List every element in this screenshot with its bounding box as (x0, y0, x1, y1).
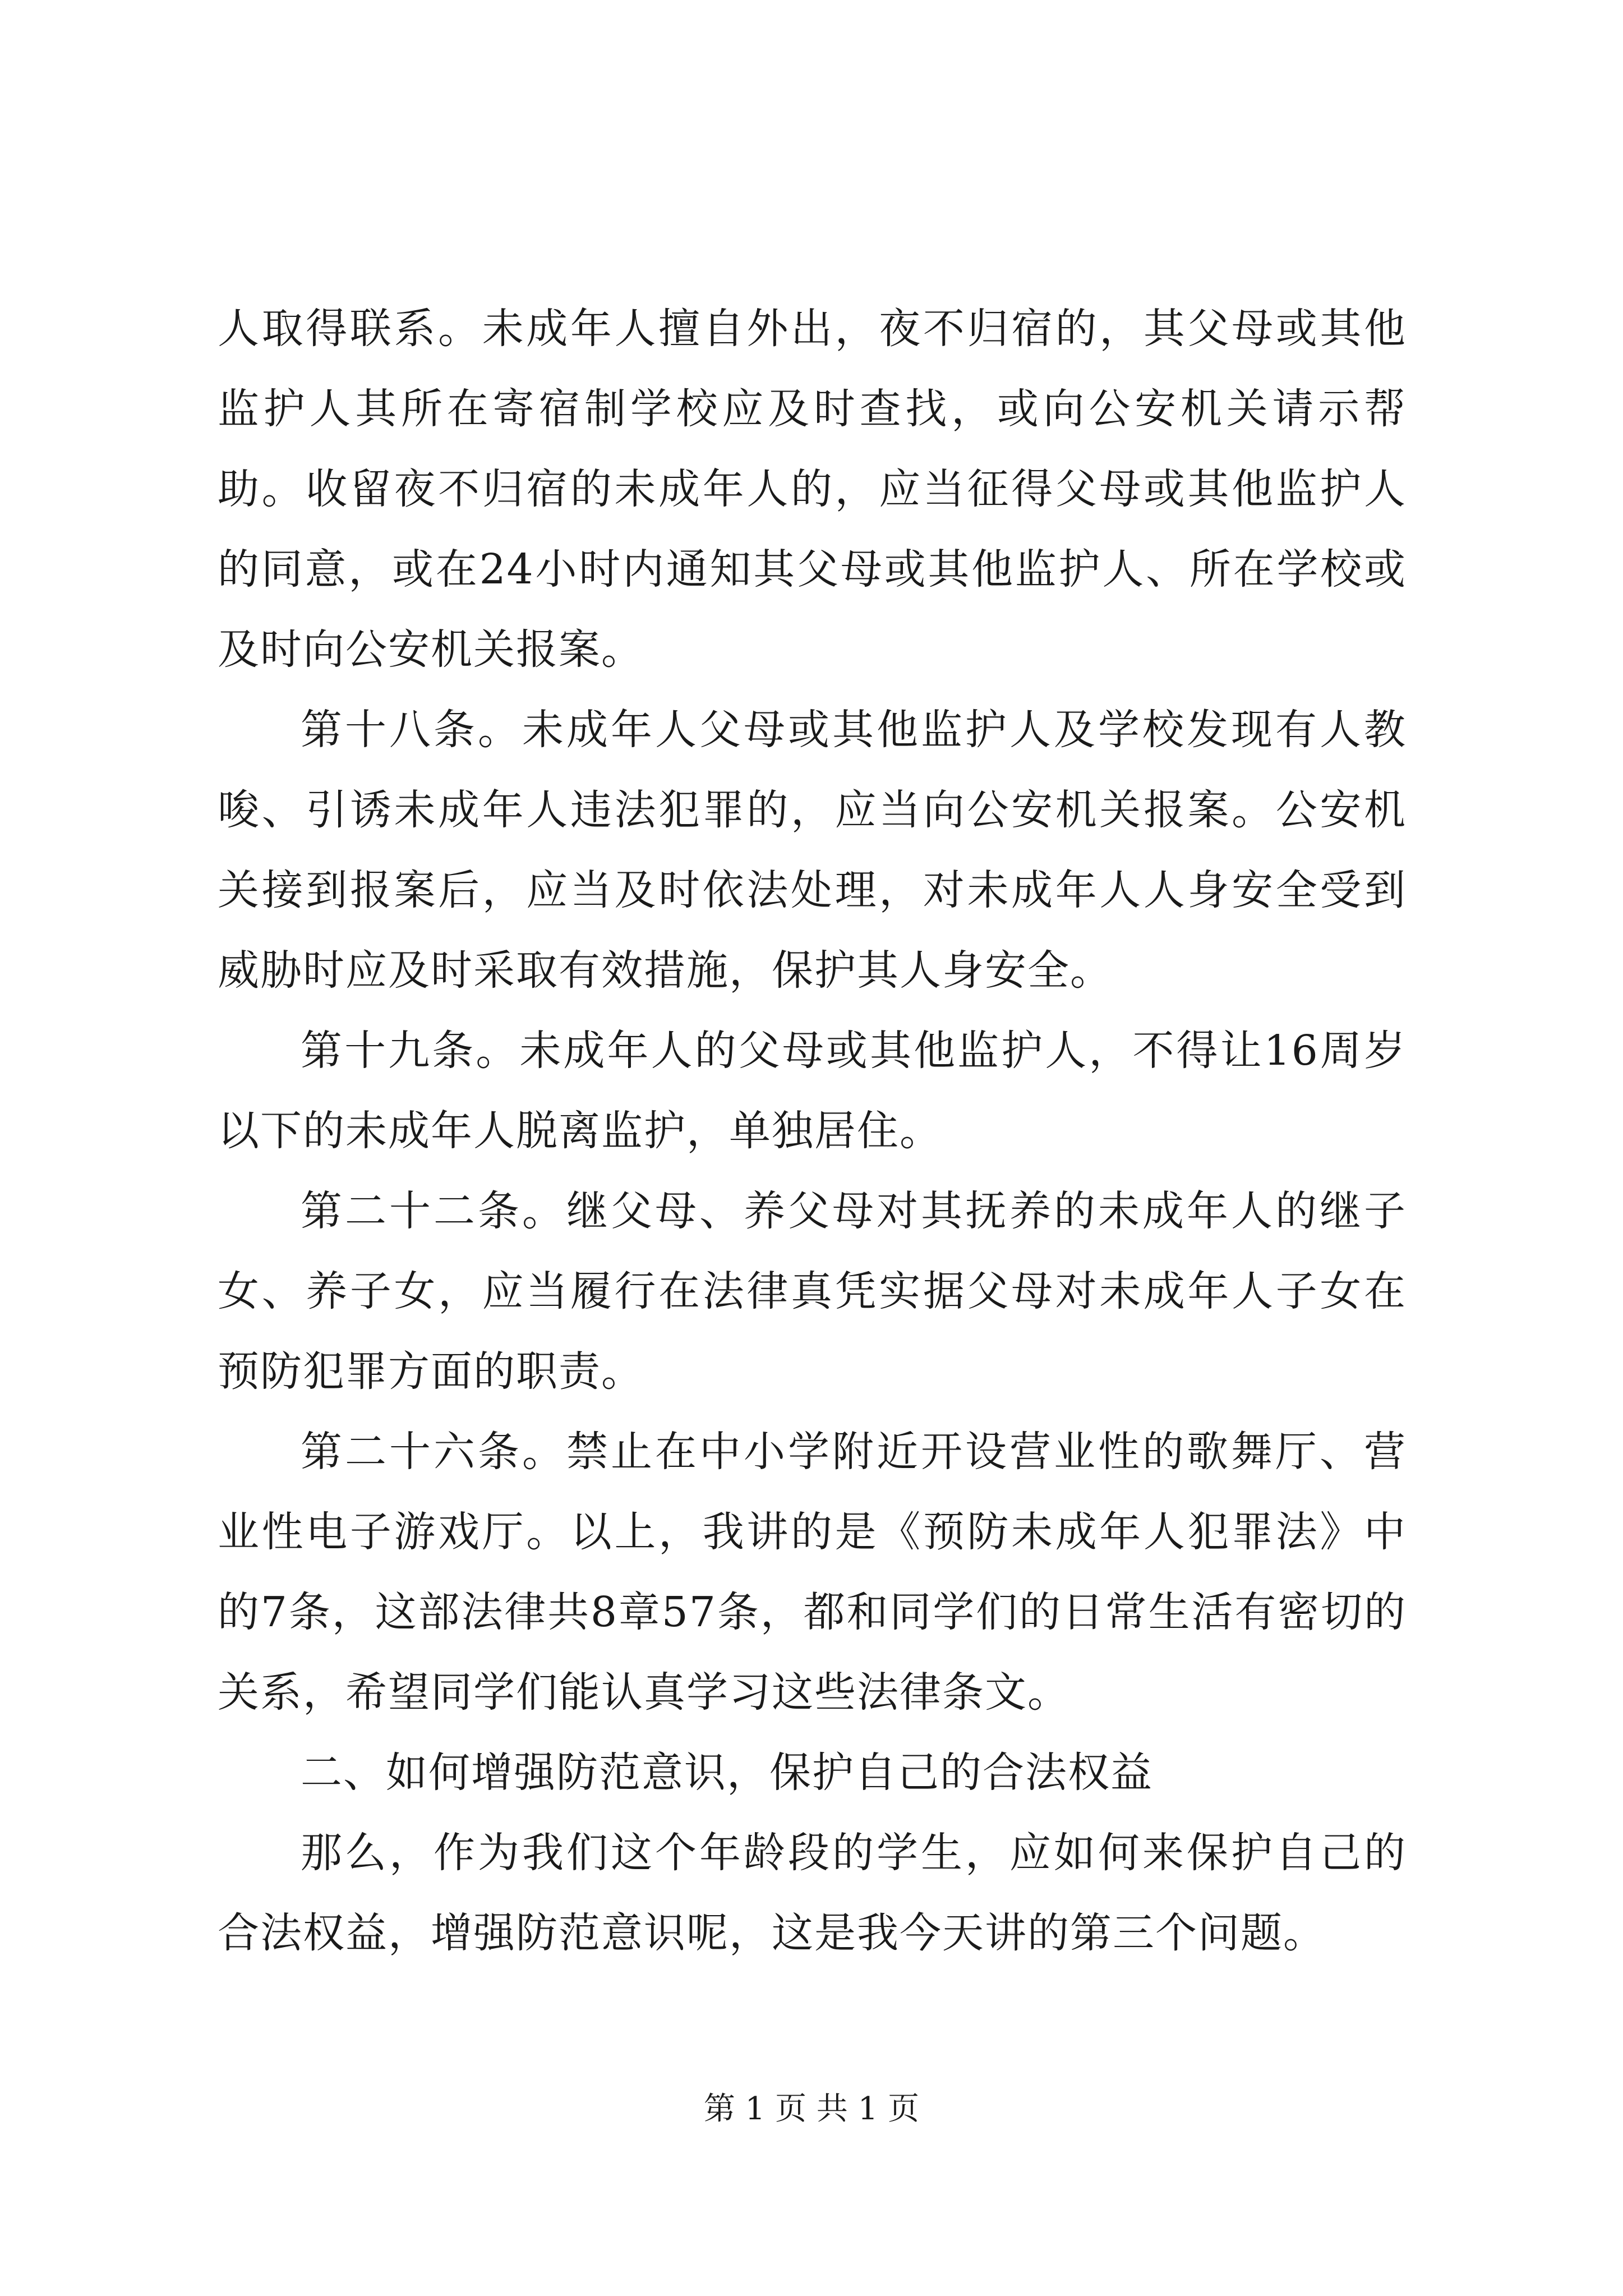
paragraph-conclusion: 那么，作为我们这个年龄段的学生，应如何来保护自己的合法权益，增强防范意识呢，这是我今天讲的第三个问题。 (218, 1829, 1407, 1957)
paragraph-article-18: 第十八条。未成年人父母或其他监护人及学校发现有人教唆、引诱未成年人违法犯罪的，应当向公安机关报案。公安机关接到报案后，应当及时依法处理，对未成年人人身安全受到威胁时应及时采取有效措施，保护其人身安全。 (218, 706, 1407, 995)
paragraph-article-26: 第二十六条。禁止在中小学附近开设营业性的歌舞厅、营业性电子游戏厅。以上，我讲的是《预防未成年人犯罪法》中的7条，这部法律共8章57条，都和同学们的日常生活有密切的关系，希望同学们能认真学习这些法律条文。 (218, 1428, 1407, 1717)
section-heading: 二、如何增强防范意识，保护自己的合法权益 (301, 1749, 1153, 1797)
page-number: 第 1 页 共 1 页 (703, 2091, 920, 2127)
document-body (218, 289, 1407, 1973)
paragraph-article-22: 第二十二条。继父母、养父母对其抚养的未成年人的继子女、养子女，应当履行在法律真凭实据父母对未成年人子女在预防犯罪方面的职责。 (218, 1187, 1407, 1396)
paragraph: 人取得联系。未成年人擅自外出，夜不归宿的，其父母或其他监护人其所在寄宿制学校应及时查找，或向公安机关请示帮助。收留夜不归宿的未成年人的，应当征得父母或其他监护人的同意，或在24小时内通知其父母或其他监护人、所在学校或及时向公安机关报案。 (218, 305, 1407, 674)
page-footer (0, 2087, 1623, 2132)
paragraph-article-19: 第十九条。未成年人的父母或其他监护人，不得让16周岁以下的未成年人脱离监护，单独居住。 (218, 1027, 1407, 1155)
